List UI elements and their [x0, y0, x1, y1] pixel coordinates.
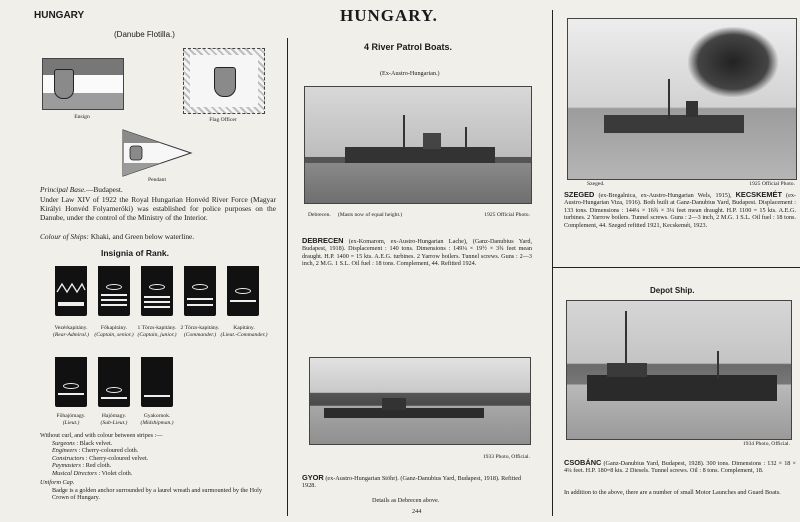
principal-base — [40, 185, 275, 194]
rank-label: 2 Törzs-kapitány. (Commander.) — [180, 325, 220, 338]
insignia-rear-admiral — [55, 266, 87, 316]
page-title: HUNGARY. — [340, 6, 438, 25]
base-value: —Budapest. — [85, 185, 123, 194]
csobanc-description: CSOBÁNC (Ganz-Danubius Yard, Budapest, 1928). 300 tons. Dimensions : 132 × 18 × 4¼ feet. H.P. 180=8 kts. 2 Diesels. Tunnel screws. Oil : 8 tons. Complement, 18. — [564, 458, 796, 475]
photo-debrecen — [304, 86, 532, 204]
rank-label: Kapitány. (Lieut.-Commander.) — [220, 325, 268, 338]
branch-item: Paymasters : Red cloth. — [52, 462, 112, 470]
page-number: 244 — [412, 508, 422, 515]
uniform-cap-text: Badge is a golden anchor surrounded by a laurel wreath and surmounted by the Holy Crown of Hungary. — [52, 487, 262, 502]
right-column-divider — [553, 267, 800, 268]
photo-csobanc-credit: 1934 Photo, Official. — [742, 441, 790, 447]
addition-note: In addition to the above, there are a number of small Motor Launches and Guard Boats. — [564, 489, 781, 496]
column-divider-left — [287, 38, 288, 516]
header-left: HUNGARY — [34, 10, 85, 21]
branch-item: Constructors : Cherry-coloured velvet. — [52, 454, 149, 462]
section-subtitle: (Ex-Austro-Hungarian.) — [380, 70, 440, 77]
photo-csobanc — [566, 300, 792, 440]
photo-szeged-caption: Szeged. 1925 Official Photo. — [587, 181, 795, 187]
pendant-flag — [121, 128, 193, 178]
rank-label: Főhajómagy. (Lieut.) — [56, 413, 86, 426]
section-title: 4 River Patrol Boats. — [364, 42, 453, 52]
photo-szeged — [567, 18, 797, 180]
base-label: Principal Base. — [40, 185, 86, 194]
law-paragraph: Under Law XIV of 1922 the Royal Hungarian Honvéd River Force (Magyar Királyi Honvéd Folyameröki) was established for police purposes on the Danube, under the control of the Ministry of the Interior. — [40, 195, 276, 222]
rank-label: Vezérkapitány. (Rear-Admiral.) — [52, 325, 90, 338]
szeged-description: SZEGED (ex-Bregalnica, ex-Austro-Hungarian Wels, 1915), KECSKEMÉT (ex-Austro-Hungarian Viza, 1916). Both built at Ganz-Danubius Yard, Budapest. Displacement : 133 tons. Dimensions : 144¼ × 16¾ × 3¼ feet mean draught. H.P. 1100 = 15 kts. A.E.G. turbines. 2 Yarrow boilers. Tunnel screws. Guns : 2—3 inch, 2 M.G. 1 S.L. Oil fuel : 18 tons. Complement, 44. Szeged refitted 1921, Kecskemét, 1923. — [564, 190, 796, 229]
branch-item: Musical Directors : Violet cloth. — [52, 469, 133, 477]
coat-of-arms-icon — [214, 67, 236, 97]
colour-value: Khaki, and Green below waterline. — [88, 232, 195, 241]
insignia-heading: Insignia of Rank. — [101, 248, 170, 258]
debrecen-description: DEBRECEN (ex-Komarom, ex-Austro-Hungarian Lache), (Ganz-Danubius Yard, Budapest, 1918). Displacement : 140 tons. Dimensions : 149¼ × 19½ × 3¾ feet mean draught. H.P. 1400 = 15 kts. A.E.G. turbines. 2 Yarrow boilers. Tunnel screws. Guns : 2—3 inch, 2 M.G. 1 S.L. Oil fuel : 18 tons. Complement, 44. Refitted 1924. — [302, 236, 532, 268]
column-divider-right — [552, 10, 553, 516]
insignia-captain-senior — [98, 266, 130, 316]
insignia-commander — [184, 266, 216, 316]
insignia-captain-junior — [141, 266, 173, 316]
insignia-midshipman — [141, 357, 173, 407]
flag-officer-label: Flag Officer — [209, 117, 237, 123]
depot-heading: Depot Ship. — [650, 286, 695, 295]
flag-officer-flag — [183, 48, 265, 114]
rank-label: Főkapitány. (Captain, senior.) — [94, 325, 134, 338]
ensign-flag — [42, 58, 124, 110]
rank-label: Hajómagy. (Sub-Lieut.) — [100, 413, 128, 426]
branch-item: Engineers : Cherry-coloured cloth. — [52, 447, 139, 455]
uniform-cap-label: Uniform Cap. — [40, 479, 75, 486]
flotilla-heading: (Danube Flotilla.) — [114, 30, 175, 39]
photo-gyor-credit: 1933 Photo, Official. — [482, 454, 530, 460]
insignia-lieut — [55, 357, 87, 407]
photo-gyor — [309, 357, 531, 445]
gyor-description: GYOR (ex-Austro-Hungarian Stöhr). (Ganz-Danubius Yard, Budapest, 1918). Refitted 1928. — [302, 473, 522, 490]
photo-debrecen-caption: Debrecen. (Masts now of equal height.) 1925 Official Photo. — [308, 212, 530, 218]
colour-of-ships — [40, 232, 276, 241]
branch-list — [52, 440, 274, 477]
insignia-sub-lieut — [98, 357, 130, 407]
coat-of-arms-icon — [54, 69, 74, 99]
rank-label: Gyakornok. (Midshipman.) — [140, 413, 174, 426]
rank-label: 1 Törzs-kapitány. (Captain, junior.) — [137, 325, 177, 338]
insignia-lieut-commander — [227, 266, 259, 316]
ensign-label: Ensign — [74, 114, 90, 120]
curl-text: Without curl, and with colour between stripes :— — [40, 432, 163, 439]
branch-item: Surgeons : Black velvet. — [52, 440, 113, 447]
pendant-label: Pendant — [147, 177, 167, 183]
gyor-details: Details as Debrecen above. — [372, 497, 440, 504]
colour-label: Colour of Ships: — [40, 232, 89, 241]
